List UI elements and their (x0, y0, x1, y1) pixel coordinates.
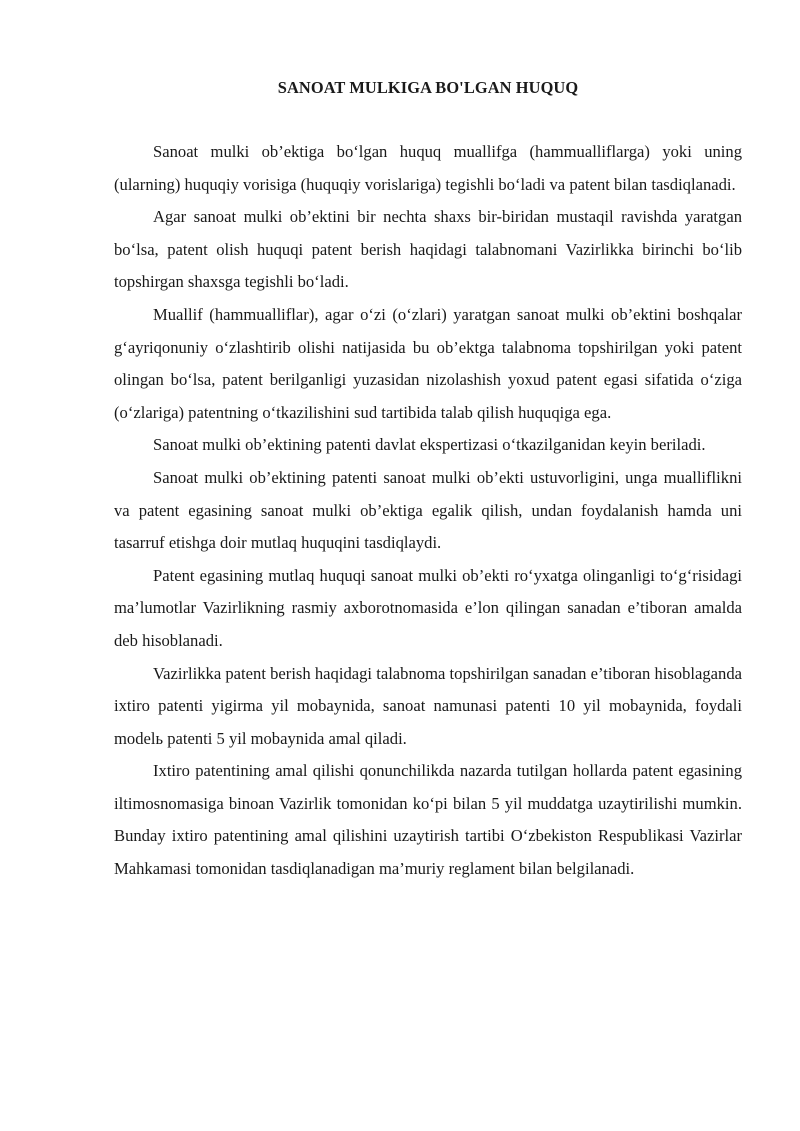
paragraph-3: Muallif (hammualliflar), agar o‘zi (o‘zlari) yaratgan sanoat mulki ob’ektini boshqalar g‘ayriqonuniy o‘zlashtirib olishi natijasida bu ob’ektga talabnoma topshirilgan yoki patent olingan bo‘lsa, patent berilganligi yuzasidan nizolashish yoxud patent egasi sifatida o‘ziga (o‘zlariga) patentning o‘tkazilishini sud tartibida talab qilish huquqiga ega. (114, 304, 742, 422)
paragraph-2: Agar sanoat mulki ob’ektini bir nechta shaxs bir-biridan mustaqil ravishda yaratgan bo‘lsa, patent olish huquqi patent berish haqidagi talabnomani Vazirlikka birinchi bo‘lib topshirgan shaxsga tegishli bo‘ladi. (114, 207, 742, 292)
paragraph-1: Sanoat mulki ob’ektiga bo‘lgan huquq muallifga (hammualliflarga) yoki uning (ularning) huquqiy vorisiga (huquqiy vorislariga) tegishli bo‘ladi va patent bilan tasdiqlanadi. (114, 142, 742, 194)
document-title: SANOAT MULKIGA BO'LGAN HUQUQ (277, 78, 579, 97)
paragraph-4: Sanoat mulki ob’ektining patenti davlat ekspertizasi o‘tkazilganidan keyin beriladi. (153, 435, 706, 455)
paragraph-8: Ixtiro patentining amal qilishi qonunchilikda nazarda tutilgan hollarda patent egasining iltimosnomasiga binoan Vazirlik tomonidan ko‘pi bilan 5 yil muddatga uzaytirilishi mumkin. Bunday ixtiro patentining amal qilishini uzaytirish tartibi O‘zbekiston Respublikasi Vazirlar Mahkamasi tomonidan tasdiqlanadigan ma’muriy reglament bilan belgilanadi. (114, 761, 742, 879)
paragraph-5: Sanoat mulki ob’ektining patenti sanoat mulki ob’ekti ustuvorligini, unga mualliflikni va patent egasining sanoat mulki ob’ektiga egalik qilish, undan foydalanish hamda uni tasarruf etishga doir mutlaq huquqini tasdiqlaydi. (114, 467, 742, 553)
paragraph-6: Patent egasining mutlaq huquqi sanoat mulki ob’ekti ro‘yxatga olinganligi to‘g‘risidagi ma’lumotlar Vazirlikning rasmiy axborotnomasida e’lon qilingan sanadan e’tiboran amalda deb hisoblanadi. (114, 565, 742, 650)
paragraph-7: Vazirlikka patent berish haqidagi talabnoma topshirilgan sanadan e’tiboran hisoblaganda ixtiro patenti yigirma yil mobaynida, sanoat namunasi patenti 10 yil mobaynida, foydali modelь patenti 5 yil mobaynida amal qiladi. (114, 663, 742, 748)
